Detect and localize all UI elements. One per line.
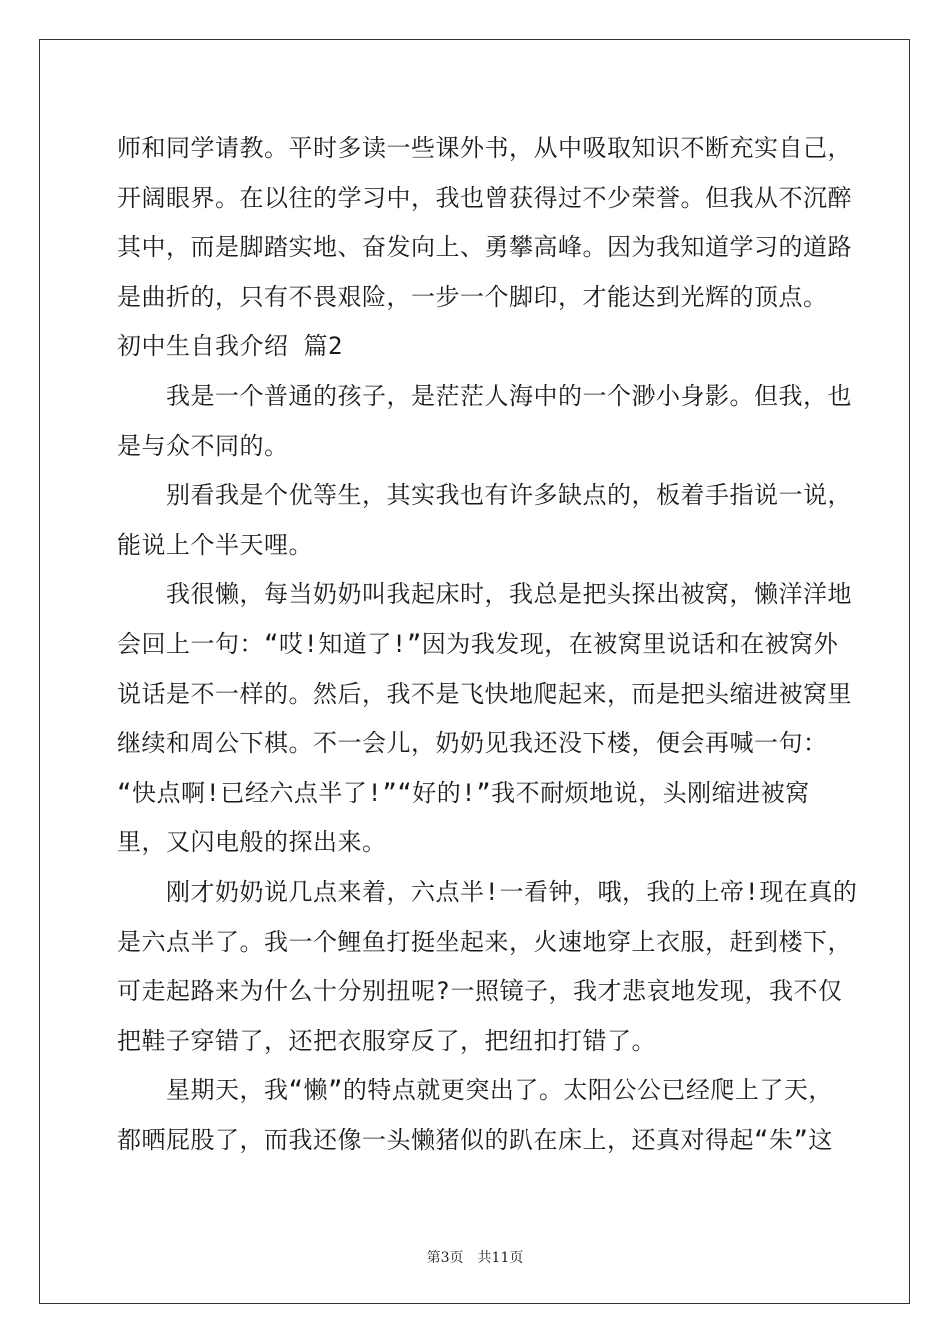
text-line: 继续和周公下棋。不一会儿，奶奶见我还没下楼，便会再喊一句：: [117, 729, 828, 758]
text-line: 开阔眼界。在以往的学习中，我也曾获得过不少荣誉。但我从不沉醉: [117, 183, 852, 212]
text-line: 其中，而是脚踏实地、奋发向上、勇攀高峰。因为我知道学习的道路: [117, 233, 852, 262]
text-line: “快点啊!已经六点半了!”“好的!”我不耐烦地说，头刚缩进被窝: [117, 778, 810, 807]
text-line: 都晒屁股了，而我还像一头懒猪似的趴在床上，还真对得起“朱”这: [117, 1125, 833, 1154]
text-line: 把鞋子穿错了，还把衣服穿反了，把纽扣打错了。: [117, 1026, 656, 1055]
text-line: 是六点半了。我一个鲤鱼打挺坐起来，火速地穿上衣服，赶到楼下，: [117, 927, 852, 956]
text-line: 师和同学请教。平时多读一些课外书，从中吸取知识不断充实自己，: [117, 134, 852, 162]
text-line: 我是一个普通的孩子，是茫茫人海中的一个渺小身影。但我，也: [117, 381, 852, 410]
text-line: 我很懒，每当奶奶叫我起床时，我总是把头探出被窝，懒洋洋地: [117, 580, 852, 609]
text-line: 是曲折的，只有不畏艰险，一步一个脚印，才能达到光辉的顶点。: [117, 282, 828, 311]
text-line: 是与众不同的。: [117, 431, 289, 460]
text-line: 能说上个半天哩。: [117, 530, 313, 559]
text-line: 别看我是个优等生，其实我也有许多缺点的，板着手指说一说，: [117, 481, 852, 510]
page-footer: 第3页 共11页: [426, 1250, 524, 1266]
text-line: 里，又闪电般的探出来。: [117, 828, 387, 857]
text-line: 可走起路来为什么十分别扭呢?一照镜子，我才悲哀地发现，我不仅: [117, 977, 843, 1006]
text-line: 说话是不一样的。然后，我不是飞快地爬起来，而是把头缩进被窝里: [117, 679, 852, 708]
text-line: 会回上一句：“哎!知道了!”因为我发现，在被窝里说话和在被窝外: [117, 629, 839, 658]
section-heading: 初中生自我介绍 篇2: [117, 332, 343, 361]
text-line: 星期天，我“懒”的特点就更突出了。太阳公公已经爬上了天，: [117, 1076, 833, 1105]
text-line: 刚才奶奶说几点来着，六点半!一看钟，哦，我的上帝!现在真的: [117, 877, 858, 906]
document-body: [117, 124, 858, 1165]
